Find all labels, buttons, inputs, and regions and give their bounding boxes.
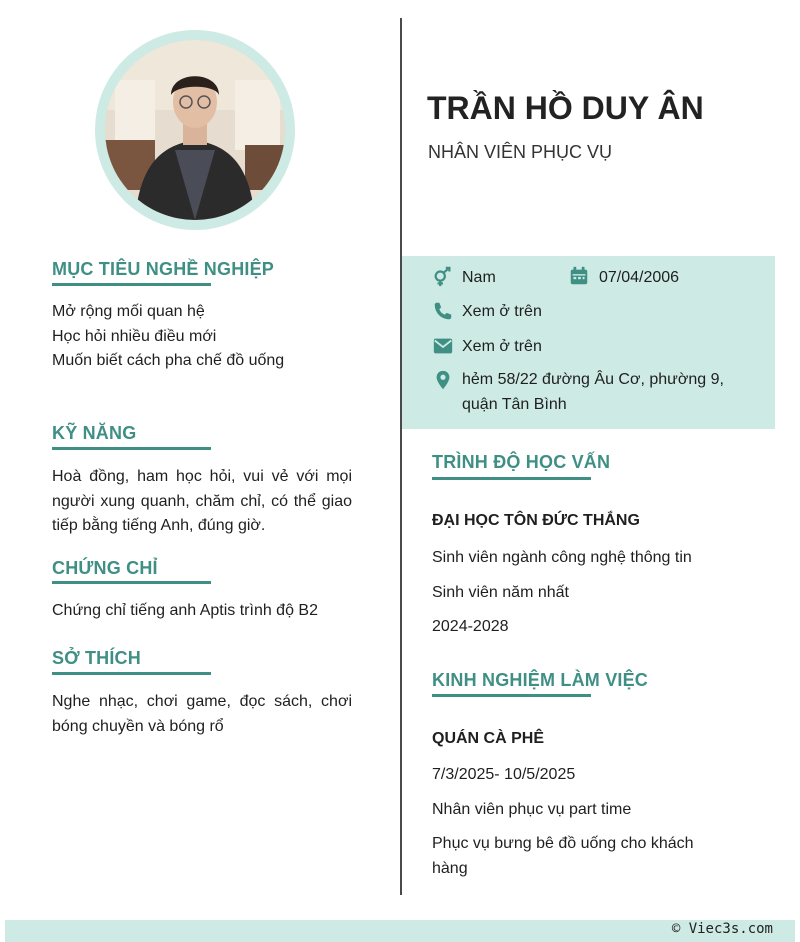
candidate-position: NHÂN VIÊN PHỤC VỤ bbox=[428, 142, 613, 162]
phone-value: Xem ở trên bbox=[462, 303, 542, 320]
education-underline bbox=[432, 477, 591, 480]
objective-line: Mở rộng mối quan hệ bbox=[52, 303, 205, 320]
objective-title: MỤC TIÊU NGHỀ NGHIỆP bbox=[52, 259, 275, 279]
address-line-2: quận Tân Bình bbox=[462, 396, 567, 413]
education-line: Sinh viên năm nhất bbox=[432, 584, 569, 601]
certificates-title: CHỨNG CHỈ bbox=[52, 558, 158, 578]
gender-value: Nam bbox=[462, 269, 496, 286]
birthday-value: 07/04/2006 bbox=[599, 269, 680, 286]
email-value: Xem ở trên bbox=[462, 338, 542, 355]
footer-bar bbox=[5, 920, 795, 942]
hobbies-title: SỞ THÍCH bbox=[52, 648, 141, 668]
column-divider bbox=[400, 18, 402, 895]
objective-line: Muốn biết cách pha chế đồ uống bbox=[52, 352, 285, 369]
candidate-name: TRẦN HỒ DUY ÂN bbox=[427, 90, 704, 126]
skills-text: Hoà đồng, ham học hỏi, vui vẻ với mọi người xung quanh, chăm chỉ, có thể giao tiếp bằng tiếng Anh, đúng giờ. bbox=[52, 468, 352, 534]
certificates-text: Chứng chỉ tiếng anh Aptis trình độ B2 bbox=[52, 602, 318, 619]
objective-line: Học hỏi nhiều điều mới bbox=[52, 328, 217, 345]
education-title: TRÌNH ĐỘ HỌC VẤN bbox=[432, 452, 611, 472]
experience-title: KINH NGHIỆM LÀM VIỆC bbox=[432, 670, 649, 690]
certificates-underline bbox=[52, 581, 211, 584]
phone-icon bbox=[432, 300, 454, 322]
footer-copyright[interactable]: © Viec3s.com bbox=[671, 921, 773, 937]
email-icon bbox=[432, 335, 454, 357]
education-school: ĐẠI HỌC TÔN ĐỨC THẮNG bbox=[432, 512, 640, 529]
skills-underline bbox=[52, 447, 211, 450]
experience-period: 7/3/2025- 10/5/2025 bbox=[432, 766, 576, 783]
experience-role: Nhân viên phục vụ part time bbox=[432, 801, 632, 818]
skills-title: KỸ NĂNG bbox=[52, 423, 137, 443]
experience-company: QUÁN CÀ PHÊ bbox=[432, 730, 545, 747]
education-line: 2024-2028 bbox=[432, 618, 509, 635]
experience-desc: Phục vụ bưng bê đồ uống cho khách bbox=[432, 835, 694, 852]
education-line: Sinh viên ngành công nghệ thông tin bbox=[432, 549, 692, 566]
address-line-1: hẻm 58/22 đường Âu Cơ, phường 9, bbox=[462, 371, 724, 388]
avatar-frame bbox=[95, 30, 295, 230]
hobbies-underline bbox=[52, 672, 211, 675]
location-icon bbox=[432, 369, 454, 391]
objective-underline bbox=[52, 283, 211, 286]
contact-panel bbox=[402, 256, 775, 429]
experience-underline bbox=[432, 694, 591, 697]
calendar-icon bbox=[568, 265, 590, 287]
avatar bbox=[105, 40, 285, 220]
gender-icon bbox=[432, 266, 454, 288]
experience-desc: hàng bbox=[432, 860, 468, 877]
hobbies-text: Nghe nhạc, chơi game, đọc sách, chơi bóng chuyền và bóng rổ bbox=[52, 693, 352, 735]
